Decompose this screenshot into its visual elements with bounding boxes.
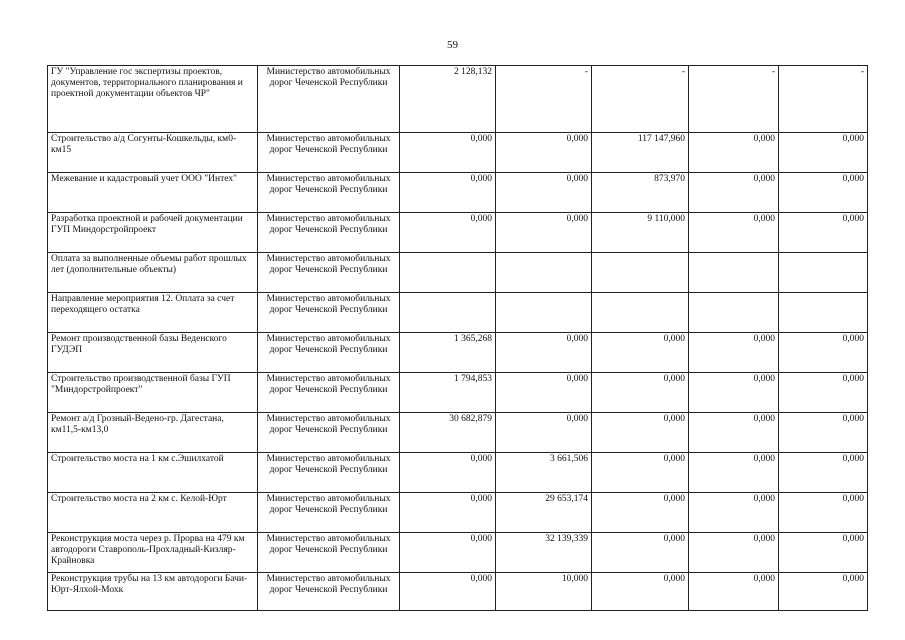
organization-cell: Министерство автомобильных дорог Чеченской Республики bbox=[258, 453, 400, 493]
value-cell: - bbox=[779, 66, 868, 133]
value-cell bbox=[400, 293, 496, 333]
table-row bbox=[48, 133, 868, 173]
value-cell: 0,000 bbox=[779, 573, 868, 611]
value-cell: 117 147,960 bbox=[592, 133, 689, 173]
value-cell: 0,000 bbox=[400, 173, 496, 213]
value-cell: 29 653,174 bbox=[496, 493, 592, 533]
value-cell: 0,000 bbox=[689, 493, 779, 533]
value-cell: 0,000 bbox=[689, 413, 779, 453]
value-cell: 1 365,268 bbox=[400, 333, 496, 373]
table-row bbox=[48, 66, 868, 133]
table-row bbox=[48, 293, 868, 333]
table-row bbox=[48, 533, 868, 573]
value-cell: 0,000 bbox=[689, 333, 779, 373]
value-cell: 0,000 bbox=[592, 333, 689, 373]
value-cell: 0,000 bbox=[779, 493, 868, 533]
event-name-cell: Оплата за выполненные объемы работ прошлых лет (дополнительные объекты) bbox=[48, 253, 258, 293]
value-cell: 0,000 bbox=[689, 573, 779, 611]
organization-cell: Министерство автомобильных дорог Чеченской Республики bbox=[258, 373, 400, 413]
table-row bbox=[48, 173, 868, 213]
value-cell: 0,000 bbox=[496, 213, 592, 253]
value-cell: 0,000 bbox=[779, 173, 868, 213]
organization-cell: Министерство автомобильных дорог Чеченской Республики bbox=[258, 533, 400, 573]
value-cell: 10,000 bbox=[496, 573, 592, 611]
event-name-cell: Межевание и кадастровый учет ООО "Интех" bbox=[48, 173, 258, 213]
organization-cell: Министерство автомобильных дорог Чеченской Республики bbox=[258, 333, 400, 373]
value-cell: 0,000 bbox=[496, 333, 592, 373]
event-name-cell: Реконструкция трубы на 13 км автодороги Бачи-Юрт-Ялхой-Мохк bbox=[48, 573, 258, 611]
value-cell bbox=[400, 253, 496, 293]
value-cell: 0,000 bbox=[779, 133, 868, 173]
value-cell: 0,000 bbox=[689, 213, 779, 253]
value-cell: 0,000 bbox=[592, 413, 689, 453]
organization-cell: Министерство автомобильных дорог Чеченской Республики bbox=[258, 573, 400, 611]
value-cell bbox=[779, 293, 868, 333]
value-cell: 0,000 bbox=[689, 173, 779, 213]
table-row bbox=[48, 213, 868, 253]
value-cell: 0,000 bbox=[689, 373, 779, 413]
value-cell: 0,000 bbox=[779, 213, 868, 253]
value-cell: 9 110,000 bbox=[592, 213, 689, 253]
value-cell: 1 794,853 bbox=[400, 373, 496, 413]
organization-cell: Министерство автомобильных дорог Чеченской Республики bbox=[258, 66, 400, 133]
organization-cell: Министерство автомобильных дорог Чеченской Республики bbox=[258, 493, 400, 533]
table-row bbox=[48, 253, 868, 293]
event-name-cell: Разработка проектной и рабочей документации ГУП Миндорстройпроект bbox=[48, 213, 258, 253]
value-cell: 0,000 bbox=[779, 533, 868, 573]
value-cell bbox=[496, 293, 592, 333]
value-cell: 0,000 bbox=[592, 453, 689, 493]
event-name-cell: Строительство моста на 2 км с. Келой-Юрт bbox=[48, 493, 258, 533]
value-cell: 2 128,132 bbox=[400, 66, 496, 133]
value-cell: 0,000 bbox=[496, 413, 592, 453]
value-cell: - bbox=[496, 66, 592, 133]
event-name-cell: Реконструкция моста через р. Прорва на 479 км автодороги Ставрополь-Прохладный-Кизляр-Крайновка bbox=[48, 533, 258, 573]
value-cell: 3 661,506 bbox=[496, 453, 592, 493]
budget-table bbox=[47, 65, 868, 611]
page-number: 59 bbox=[447, 39, 458, 51]
organization-cell: Министерство автомобильных дорог Чеченской Республики bbox=[258, 413, 400, 453]
organization-cell: Министерство автомобильных дорог Чеченской Республики bbox=[258, 173, 400, 213]
value-cell: 30 682,879 bbox=[400, 413, 496, 453]
value-cell: 0,000 bbox=[496, 173, 592, 213]
organization-cell: Министерство автомобильных дорог Чеченской Республики bbox=[258, 293, 400, 333]
value-cell bbox=[592, 253, 689, 293]
table-row bbox=[48, 333, 868, 373]
table-row bbox=[48, 373, 868, 413]
value-cell: - bbox=[689, 66, 779, 133]
table-row bbox=[48, 573, 868, 611]
table-row bbox=[48, 413, 868, 453]
event-name-cell: Строительство моста на 1 км с.Эшилхатой bbox=[48, 453, 258, 493]
value-cell: 0,000 bbox=[400, 493, 496, 533]
organization-cell: Министерство автомобильных дорог Чеченской Республики bbox=[258, 133, 400, 173]
event-name-cell: Направление мероприятия 12. Оплата за счет переходящего остатка bbox=[48, 293, 258, 333]
table-row bbox=[48, 493, 868, 533]
value-cell: - bbox=[592, 66, 689, 133]
value-cell: 0,000 bbox=[689, 453, 779, 493]
value-cell bbox=[592, 293, 689, 333]
value-cell: 0,000 bbox=[779, 373, 868, 413]
value-cell: 873,970 bbox=[592, 173, 689, 213]
value-cell bbox=[689, 253, 779, 293]
value-cell bbox=[689, 293, 779, 333]
value-cell: 0,000 bbox=[689, 533, 779, 573]
organization-cell: Министерство автомобильных дорог Чеченской Республики bbox=[258, 253, 400, 293]
value-cell: 0,000 bbox=[779, 413, 868, 453]
value-cell: 0,000 bbox=[592, 373, 689, 413]
value-cell: 0,000 bbox=[779, 333, 868, 373]
value-cell: 0,000 bbox=[689, 133, 779, 173]
value-cell: 0,000 bbox=[400, 453, 496, 493]
value-cell: 0,000 bbox=[592, 533, 689, 573]
value-cell: 0,000 bbox=[400, 133, 496, 173]
value-cell: 0,000 bbox=[496, 373, 592, 413]
value-cell: 0,000 bbox=[779, 453, 868, 493]
event-name-cell: Строительство а/д Согунты-Кошкельды, км0-км15 bbox=[48, 133, 258, 173]
event-name-cell: Строительство производственной базы ГУП "Миндорстройпроект" bbox=[48, 373, 258, 413]
value-cell: 0,000 bbox=[400, 573, 496, 611]
event-name-cell: Ремонт а/д Грозный-Ведено-гр. Дагестана, км11,5-км13,0 bbox=[48, 413, 258, 453]
value-cell: 0,000 bbox=[400, 213, 496, 253]
value-cell bbox=[779, 253, 868, 293]
table-row bbox=[48, 453, 868, 493]
value-cell: 32 139,339 bbox=[496, 533, 592, 573]
organization-cell: Министерство автомобильных дорог Чеченской Республики bbox=[258, 213, 400, 253]
value-cell: 0,000 bbox=[400, 533, 496, 573]
event-name-cell: ГУ "Управление гос экспертизы проектов, документов, территориального планирования и проектной документации объектов ЧР" bbox=[48, 66, 258, 133]
value-cell: 0,000 bbox=[592, 573, 689, 611]
value-cell: 0,000 bbox=[592, 493, 689, 533]
event-name-cell: Ремонт производственной базы Веденского ГУДЭП bbox=[48, 333, 258, 373]
value-cell bbox=[496, 253, 592, 293]
value-cell: 0,000 bbox=[496, 133, 592, 173]
